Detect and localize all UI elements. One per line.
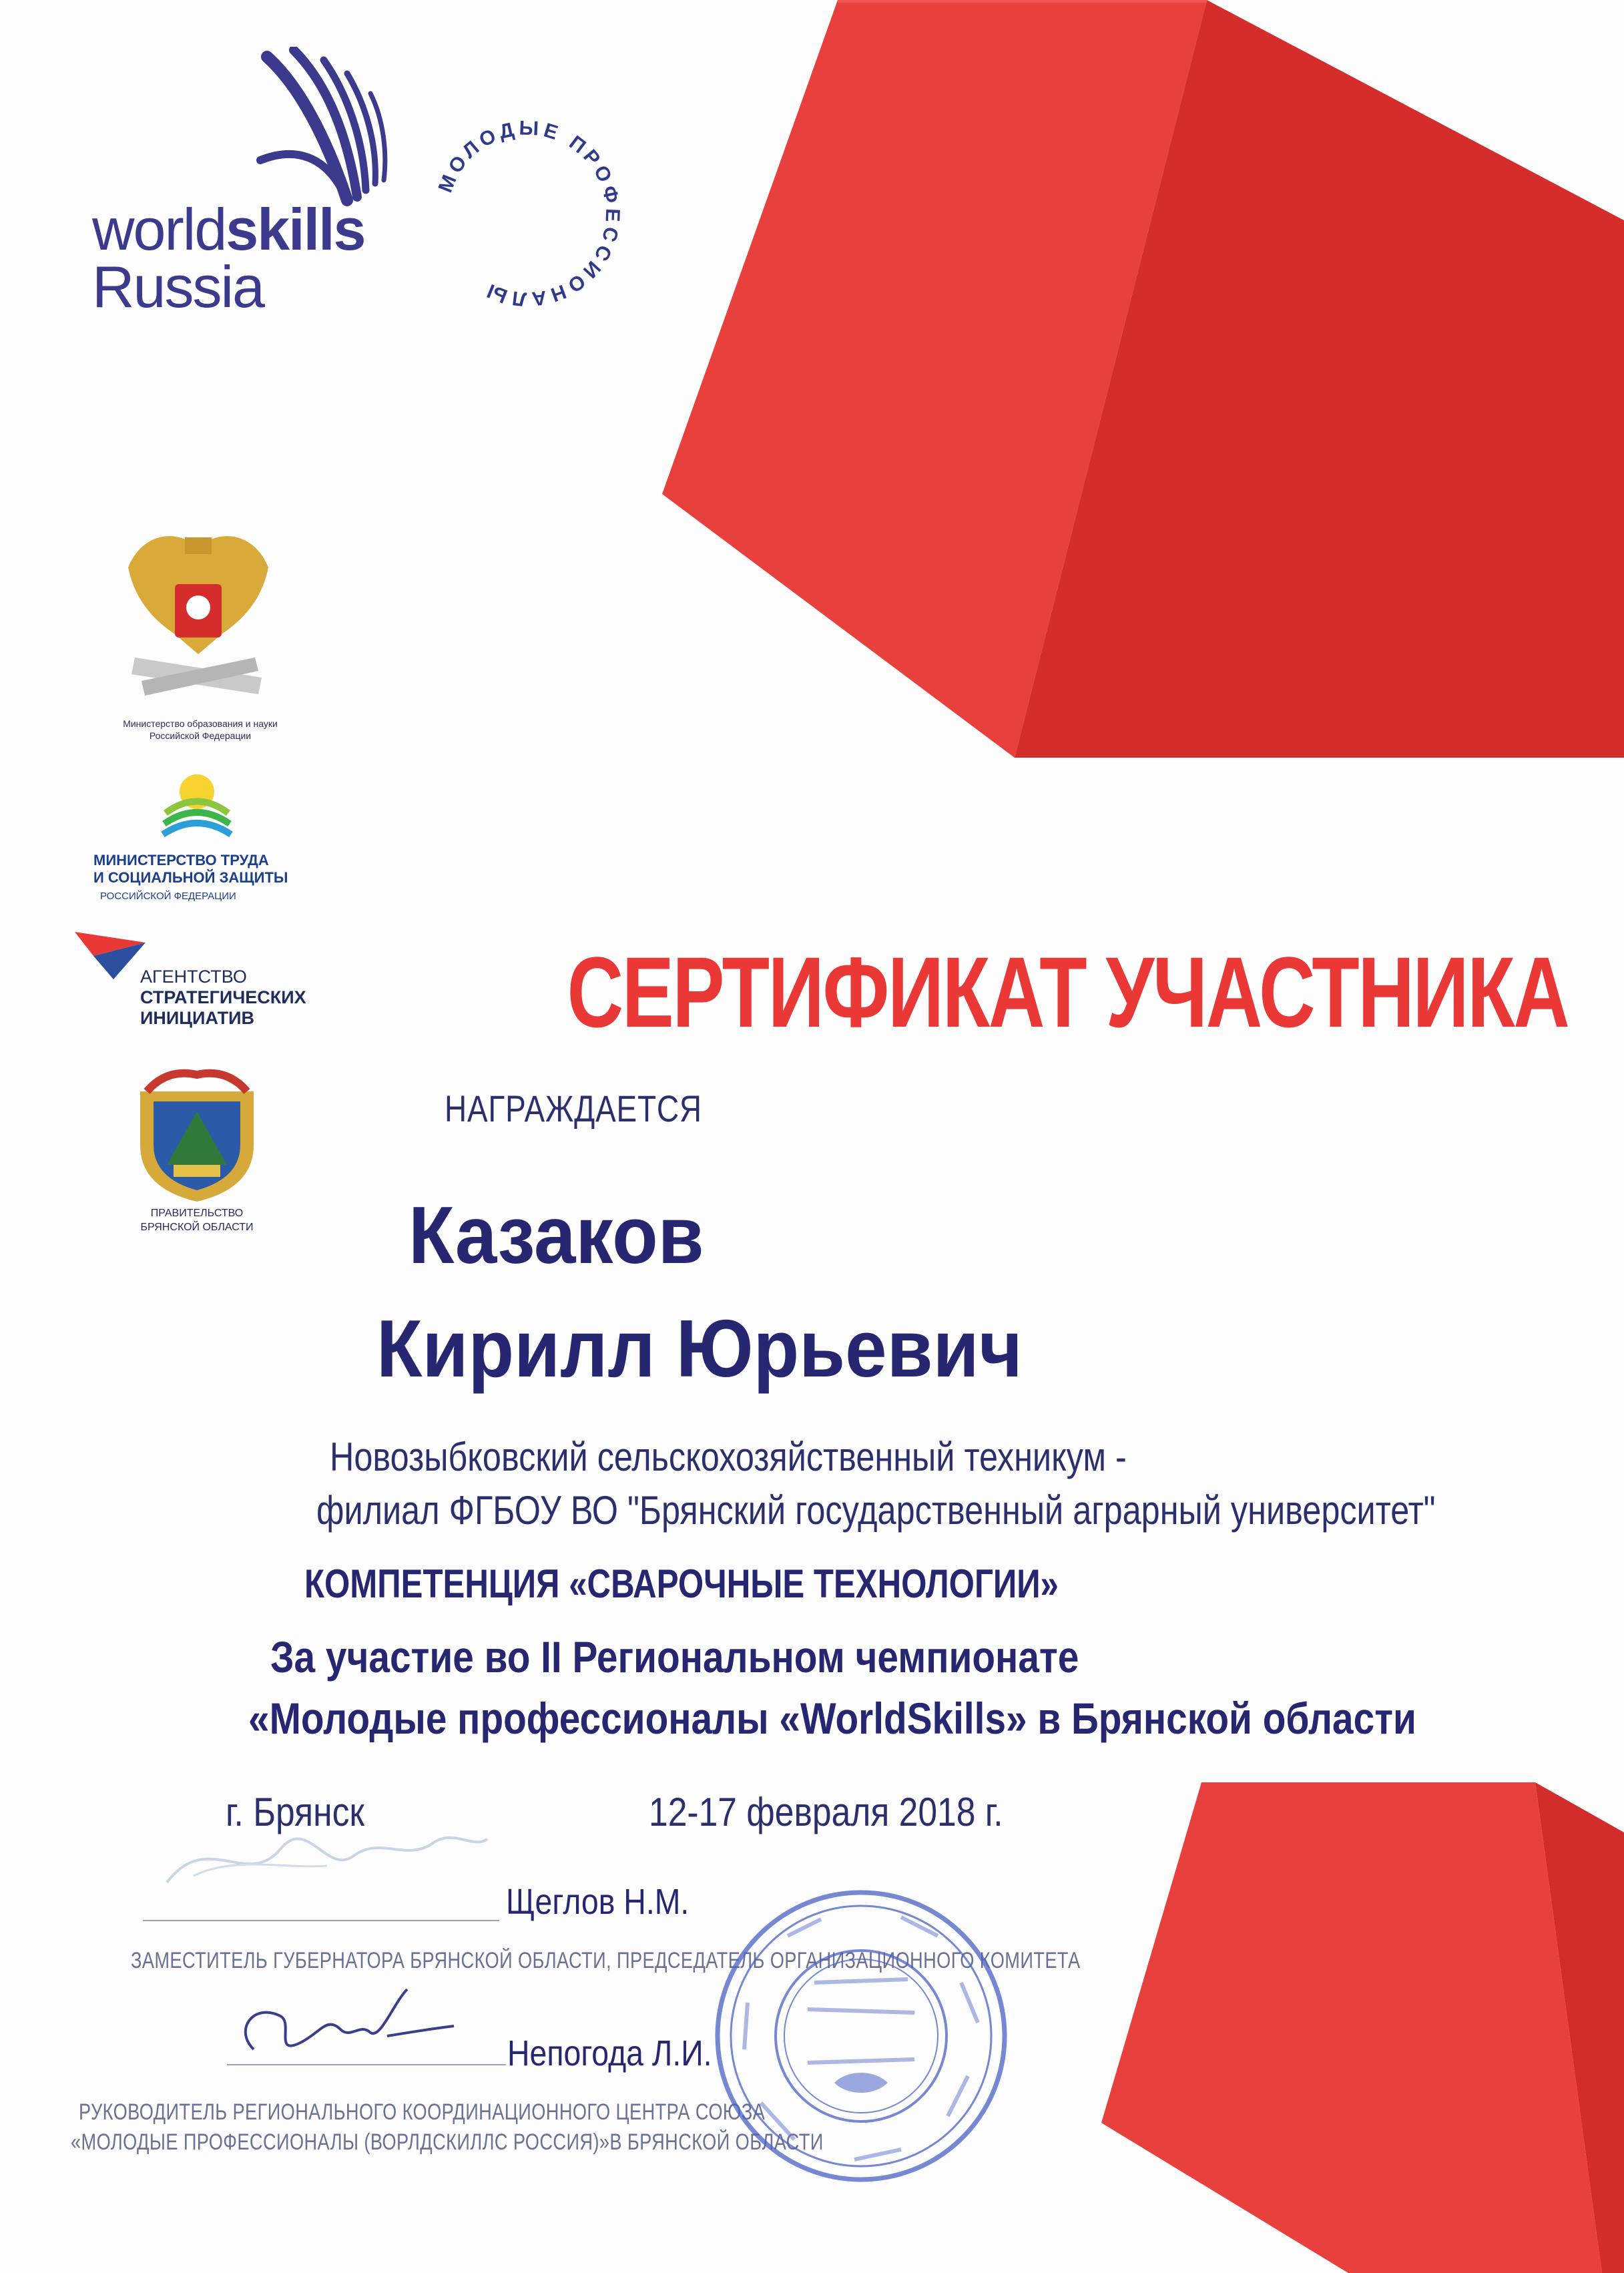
signature-2-line [227,2064,506,2065]
reason-line-1: За участие во II Региональном чемпионате [270,1632,1079,1682]
signer-2-name: Непогода Л.И. [507,2033,712,2073]
asi-arrow-icon [73,929,147,983]
ministry-labor-title: МИНИСТЕРСТВО ТРУДА И СОЦИАЛЬНОЙ ЗАЩИТЫ [93,852,288,887]
signature-1-scribble [154,1802,501,1909]
signature-2-scribble [227,1976,467,2076]
certificate-title: СЕРТИФИКАТ УЧАСТНИКА [567,936,1569,1048]
organization-line-2: филиал ФГБОУ ВО "Брянский государственный аграрный университет" [316,1488,1436,1533]
bryansk-gov-caption: ПРАВИТЕЛЬСТВО БРЯНСКОЙ ОБЛАСТИ [140,1208,254,1233]
ministry-education-caption: Министерство образования и науки Российской Федерации [123,718,278,742]
worldskills-logo: worldskills Russia [92,196,365,320]
svg-text:МОЛОДЫЕ ПРОФЕССИОНАЛЫ: МОЛОДЫЕ ПРОФЕССИОНАЛЫ [434,117,624,310]
bryansk-coat-of-arms-icon [127,1065,267,1205]
event-date: 12-17 февраля 2018 г. [649,1790,1003,1834]
ministry-labor-subtitle: РОССИЙСКОЙ ФЕДЕРАЦИИ [100,891,236,902]
recipient-given-names: Кирилл Юрьевич [376,1303,1023,1394]
sun-rainbow-icon [160,766,234,840]
asi-logo-text: АГЕНТСТВО СТРАТЕГИЧЕСКИХ ИНИЦИАТИВ [140,967,306,1029]
signer-1-role: ЗАМЕСТИТЕЛЬ ГУБЕРНАТОРА БРЯНСКОЙ ОБЛАСТИ, ПРЕДСЕДАТЕЛЬ ОРГАНИЗАЦИОННОГО КОМИТЕТА [131,1948,1081,1973]
signer-1-name: Щеглов Н.М. [506,1882,690,1922]
russian-coat-of-arms-icon [115,521,282,714]
signature-1-line [143,1920,499,1921]
awarded-label: НАГРАЖДАЕТСЯ [445,1087,702,1129]
city: г. Брянск [226,1790,364,1834]
recipient-surname: Казаков [409,1190,704,1280]
signer-2-role-line-1: РУКОВОДИТЕЛЬ РЕГИОНАЛЬНОГО КООРДИНАЦИОННОГО ЦЕНТРА СОЮЗА [79,2099,766,2125]
competence: КОМПЕТЕНЦИЯ «СВАРОЧНЫЕ ТЕХНОЛОГИИ» [304,1561,1059,1606]
worldskills-swirl-icon [247,47,400,214]
young-professionals-logo [414,100,641,327]
reason-line-2: «Молодые профессионалы «WorldSkills» в Брянской области [248,1694,1416,1743]
signer-2-role-line-2: «МОЛОДЫЕ ПРОФЕССИОНАЛЫ (ВОРЛДСКИЛЛС РОССИЯ)»В БРЯНСКОЙ ОБЛАСТИ [71,2129,824,2155]
official-stamp-seal [708,1882,1015,2190]
organization-line-1: Новозыбковский сельскохозяйственный техникум - [330,1435,1127,1479]
